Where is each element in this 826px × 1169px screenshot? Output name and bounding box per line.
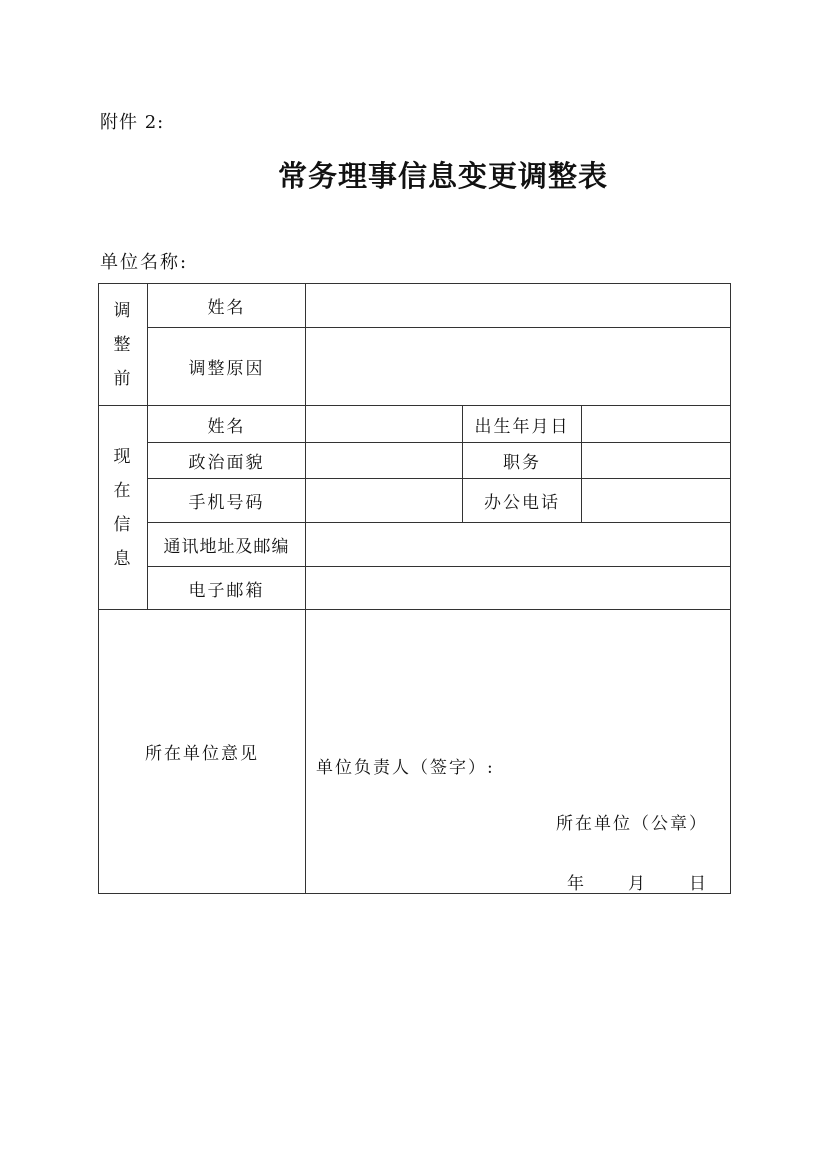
position-label: 职务: [463, 443, 582, 479]
adjust-reason-label: 调整原因: [148, 328, 306, 406]
email-label: 电子邮箱: [148, 567, 306, 610]
current-name-field[interactable]: [306, 406, 463, 443]
political-status-field[interactable]: [306, 443, 463, 479]
before-name-label: 姓名: [148, 284, 306, 328]
unit-opinion-label: 所在单位意见: [99, 610, 306, 894]
political-status-label: 政治面貌: [148, 443, 306, 479]
mobile-field[interactable]: [306, 479, 463, 523]
before-name-field[interactable]: [306, 284, 731, 328]
birth-date-field[interactable]: [582, 406, 731, 443]
adjust-reason-field[interactable]: [306, 328, 731, 406]
current-name-label: 姓名: [148, 406, 306, 443]
attachment-label: 附件 2:: [100, 112, 165, 133]
unit-opinion-field[interactable]: [306, 610, 731, 894]
signer-label: 单位负责人（签字）:: [316, 758, 495, 778]
office-phone-field[interactable]: [582, 479, 731, 523]
address-label: 通讯地址及邮编: [148, 523, 306, 567]
info-change-table: [98, 283, 731, 894]
year-label: 年: [567, 874, 587, 894]
email-field[interactable]: [306, 567, 731, 610]
current-group-label: 现 在 信 息: [99, 406, 148, 610]
day-label: 日: [689, 874, 709, 894]
date-line: [567, 869, 708, 894]
unit-name-label: 单位名称:: [100, 252, 189, 273]
mobile-label: 手机号码: [148, 479, 306, 523]
office-phone-label: 办公电话: [463, 479, 582, 523]
month-label: 月: [628, 874, 648, 894]
position-field[interactable]: [582, 443, 731, 479]
form-title: 常务理事信息变更调整表: [277, 159, 608, 193]
seal-label: 所在单位（公章）: [556, 814, 709, 834]
before-group-label: 调 整 前: [99, 284, 148, 406]
birth-date-label: 出生年月日: [463, 406, 582, 443]
address-field[interactable]: [306, 523, 731, 567]
